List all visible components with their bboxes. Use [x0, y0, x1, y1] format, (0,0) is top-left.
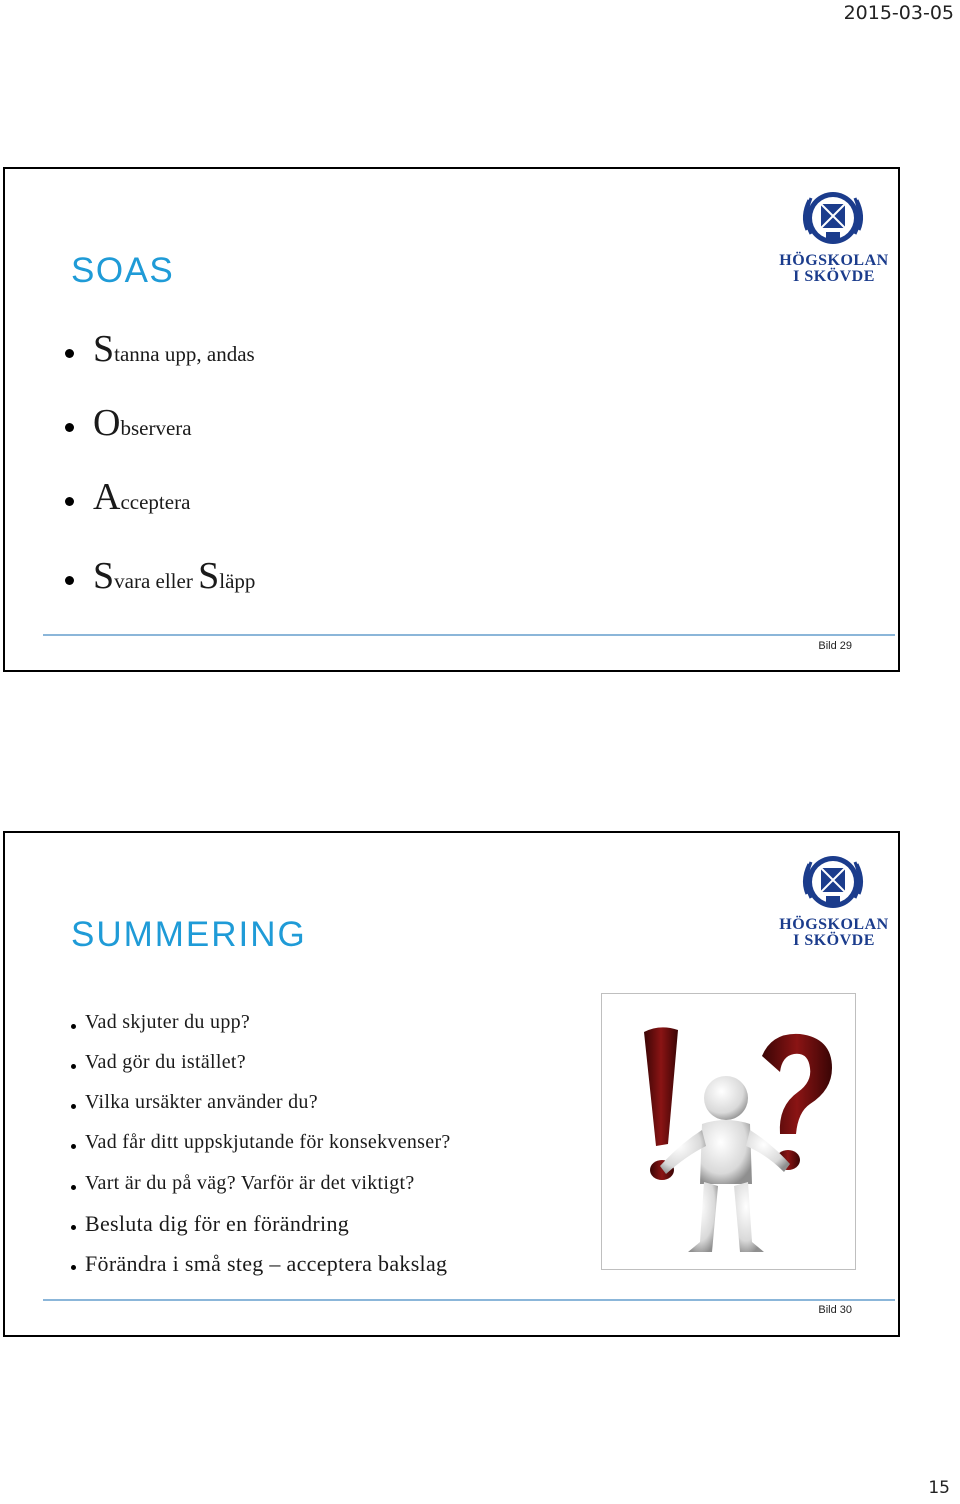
logo-line2: I SKÖVDE [793, 268, 875, 285]
logo-line1: HÖGSKOLAN [779, 916, 889, 933]
slide-29: SOAS HÖGSKOLAN I SKÖVDE Stanna upp, andas Observera Acceptera Svara eller Släpp Bild 29 [3, 167, 900, 672]
slide-number: Bild 29 [818, 640, 852, 652]
university-logo [779, 850, 889, 950]
slide-30: SUMMERING HÖGSKOLAN I SKÖVDE Vad skjuter du upp? Vad gör du istället? Vilka ursäkter använder du? Vad får ditt uppskjutande för konsekvenser? Vart är du på väg? Varför är det viktigt? Besluta dig för en förändring Förändra i små steg – acceptera bakslag Bild 30 [3, 831, 900, 1337]
seal-icon [797, 850, 869, 918]
bullet-icon [71, 1024, 76, 1029]
bullet-icon [71, 1104, 76, 1109]
footer-rule [43, 1299, 895, 1301]
bullet-icon [65, 423, 74, 432]
header-date: 2015-03-05 [843, 2, 954, 24]
bullet-icon [65, 497, 74, 506]
slide-title: SUMMERING [71, 915, 307, 954]
bullet-icon [65, 349, 74, 358]
bullet-icon [71, 1064, 76, 1069]
slide-number: Bild 30 [818, 1304, 852, 1316]
illustration-frame [601, 993, 856, 1270]
logo-line2: I SKÖVDE [793, 932, 875, 949]
logo-line1: HÖGSKOLAN [779, 252, 889, 269]
bullet-icon [65, 576, 74, 585]
footer-rule [43, 634, 895, 636]
bullet-icon [71, 1144, 76, 1149]
university-logo [779, 186, 889, 286]
page-number: 15 [928, 1478, 950, 1498]
bullet-icon [71, 1265, 76, 1270]
person-exclamation-question-icon [602, 994, 855, 1269]
bullet-icon [71, 1185, 76, 1190]
slide-title: SOAS [71, 251, 175, 290]
bullet-icon [71, 1225, 76, 1230]
seal-icon [797, 186, 869, 254]
